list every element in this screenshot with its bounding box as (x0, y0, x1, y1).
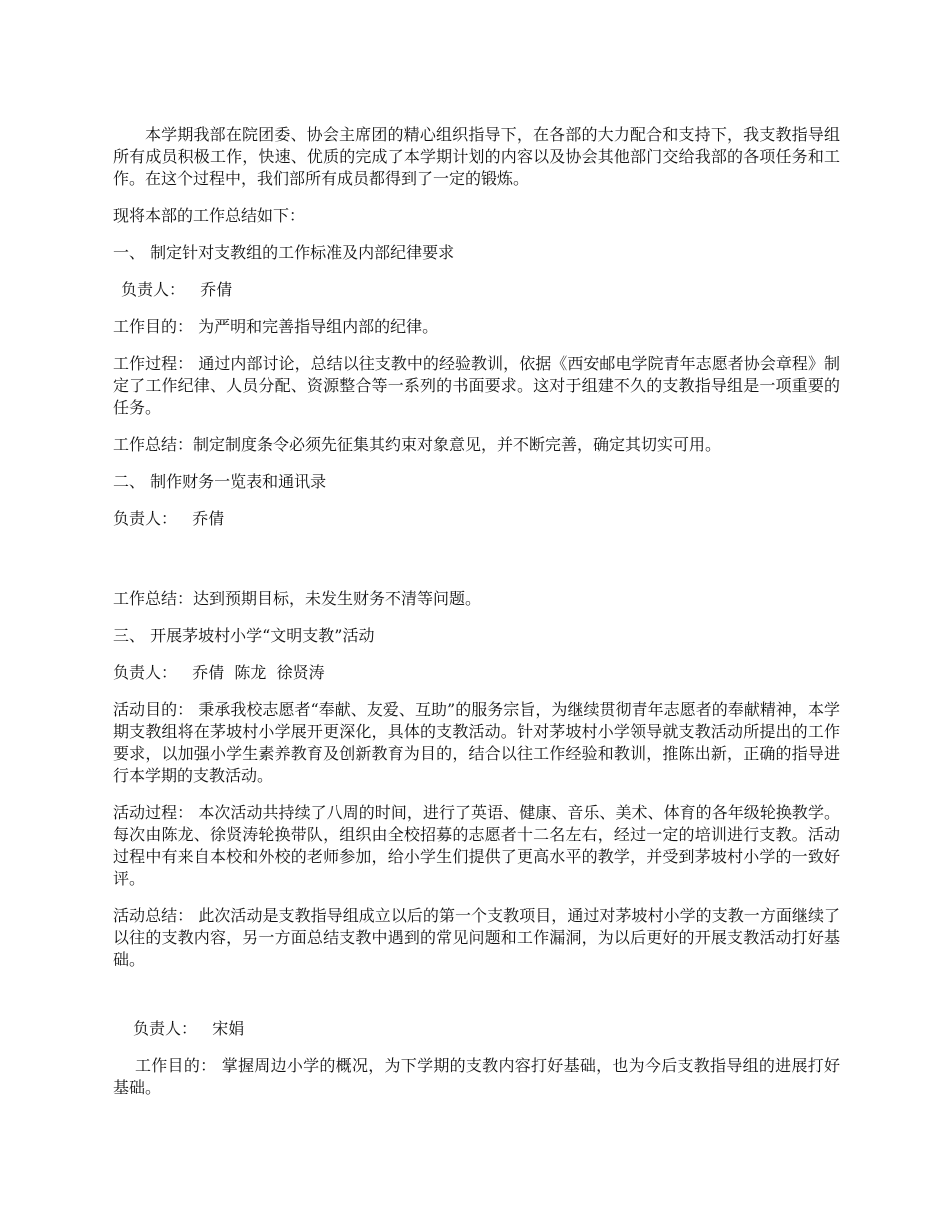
section-1-process: 工作过程： 通过内部讨论，总结以往支教中的经验教训，依据《西安邮电学院青年志愿者协会章程》制定了工作纪律、人员分配、资源整合等一系列的书面要求。这对于组建不久的支教指导组是一项重要的任务。 (113, 354, 840, 417)
section-2-owner: 负责人： 乔倩 (113, 509, 225, 528)
blank-space (113, 545, 840, 588)
section-3-summary: 活动总结： 此次活动是支教指导组成立以后的第一个支教项目，通过对茅坡村小学的支教一方面继续了以往的支教内容，另一方面总结支教中遇到的常见问题和工作漏洞，为以后更好的开展支教活动打好基础。 (113, 906, 840, 969)
section-heading-3: 三、 开展茅坡村小学“文明支教”活动 (113, 626, 375, 645)
section-3-purpose: 活动目的： 秉承我校志愿者“奉献、友爱、互助”的服务宗旨，为继续贯彻青年志愿者的奉献精神，本学期支教组将在茅坡村小学展开更深化，具体的支教活动。针对茅坡村小学领导就支教活动所提出的工作要求，以加强小学生素养教育及创新教育为目的，结合以往工作经验和教训，推陈出新，正确的指导进行本学期的支教活动。 (113, 700, 840, 785)
document-body (113, 124, 840, 1114)
section-4-purpose: 工作目的： 掌握周边小学的概况，为下学期的支教内容打好基础，也为今后支教指导组的进展打好基础。 (113, 1056, 840, 1097)
section-3-process: 活动过程： 本次活动共持续了八周的时间，进行了英语、健康、音乐、美术、体育的各年级轮换教学。每次由陈龙、徐贤涛轮换带队，组织由全校招募的志愿者十二名左右，经过一定的培训进行支教。活动过程中有来自本校和外校的老师参加，给小学生们提供了更高水平的教学，并受到茅坡村小学的一致好评。 (113, 803, 840, 888)
summary-lead: 现将本部的工作总结如下： (113, 206, 306, 225)
section-2-summary: 工作总结：达到预期目标，未发生财务不清等问题。 (113, 589, 482, 608)
section-3-owner: 负责人： 乔倩 陈龙 徐贤涛 (113, 663, 325, 682)
section-1-owner: 负责人： 乔倩 (121, 280, 233, 299)
intro-paragraph: 本学期我部在院团委、协会主席团的精心组织指导下，在各部的大力配合和支持下，我支教指导组所有成员积极工作，快速、优质的完成了本学期计划的内容以及协会其他部门交给我部的各项任务和工作。在这个过程中，我们部所有成员都得到了一定的锻炼。 (113, 125, 840, 188)
section-4-owner: 负责人： 宋娟 (133, 1019, 245, 1038)
blank-space (113, 986, 840, 1018)
section-1-purpose: 工作目的： 为严明和完善指导组内部的纪律。 (113, 317, 439, 336)
section-heading-2: 二、 制作财务一览表和通讯录 (113, 472, 327, 491)
section-heading-1: 一、 制定针对支教组的工作标准及内部纪律要求 (113, 243, 455, 262)
section-1-summary: 工作总结：制定制度条令必须先征集其约束对象意见，并不断完善，确定其切实可用。 (113, 435, 722, 454)
